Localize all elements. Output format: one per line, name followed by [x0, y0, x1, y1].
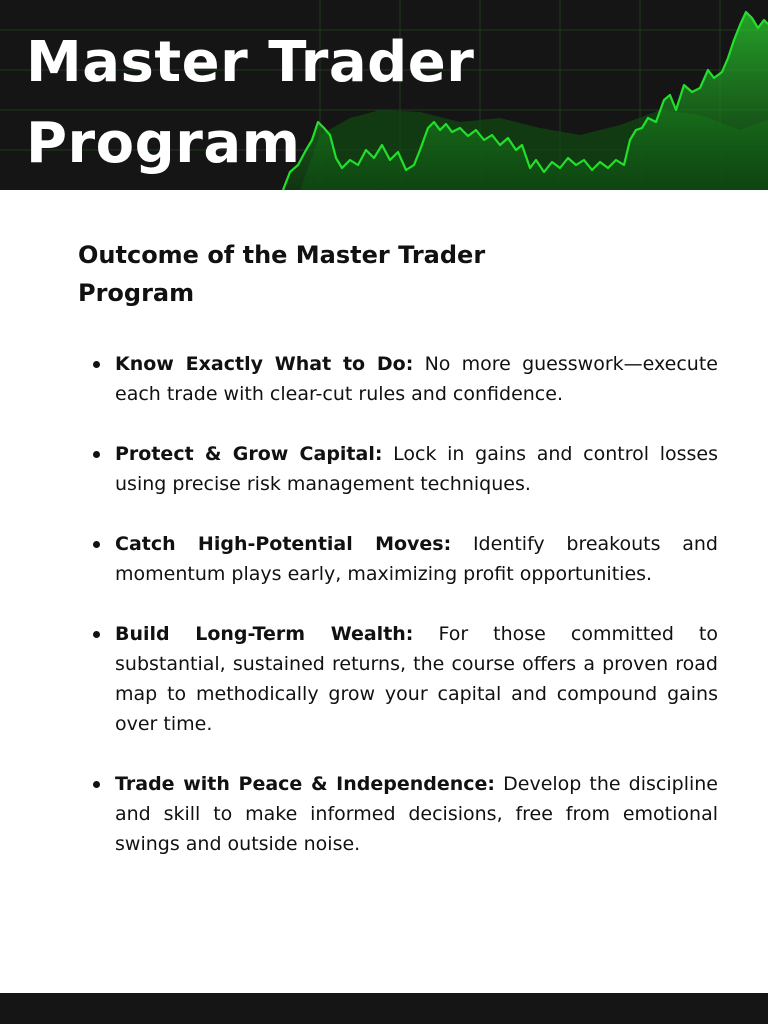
list-item — [115, 349, 718, 409]
item-label: Catch High-Potential Moves: — [115, 533, 452, 555]
list-item — [115, 769, 718, 859]
banner-title-line1: Master Trader — [26, 30, 475, 95]
bullet-icon — [93, 631, 100, 638]
bullet-icon — [93, 541, 100, 548]
item-text: No more guesswork—execute each trade with clear-cut rules and confidence. — [115, 353, 718, 405]
main-content — [0, 190, 768, 993]
item-label: Protect & Grow Capital: — [115, 443, 383, 465]
banner-title — [26, 22, 474, 184]
item-text: Identify breakouts and momentum plays early, maximizing profit opportunities. — [115, 533, 718, 585]
bullet-icon — [93, 451, 100, 458]
item-text: Lock in gains and control losses using precise risk management techniques. — [115, 443, 718, 495]
bullet-icon — [93, 781, 100, 788]
section-heading: Outcome of the Master Trader Program — [78, 241, 486, 307]
item-label: Know Exactly What to Do: — [115, 353, 414, 375]
banner-title-line2: Program — [26, 111, 301, 176]
item-label: Build Long-Term Wealth: — [115, 623, 414, 645]
footer-bar — [0, 993, 768, 1024]
item-label: Trade with Peace & Independence: — [115, 773, 496, 795]
outcome-list — [115, 349, 718, 859]
item-text: For those committed to substantial, sustained returns, the course offers a proven road map to methodically grow your capital and compound gains over time. — [115, 623, 718, 735]
header-banner — [0, 0, 768, 190]
bullet-icon — [93, 361, 100, 368]
list-item — [115, 439, 718, 499]
list-item — [115, 619, 718, 739]
list-item — [115, 529, 718, 589]
item-text: Develop the discipline and skill to make informed decisions, free from emotional swings and outside noise. — [115, 773, 718, 855]
